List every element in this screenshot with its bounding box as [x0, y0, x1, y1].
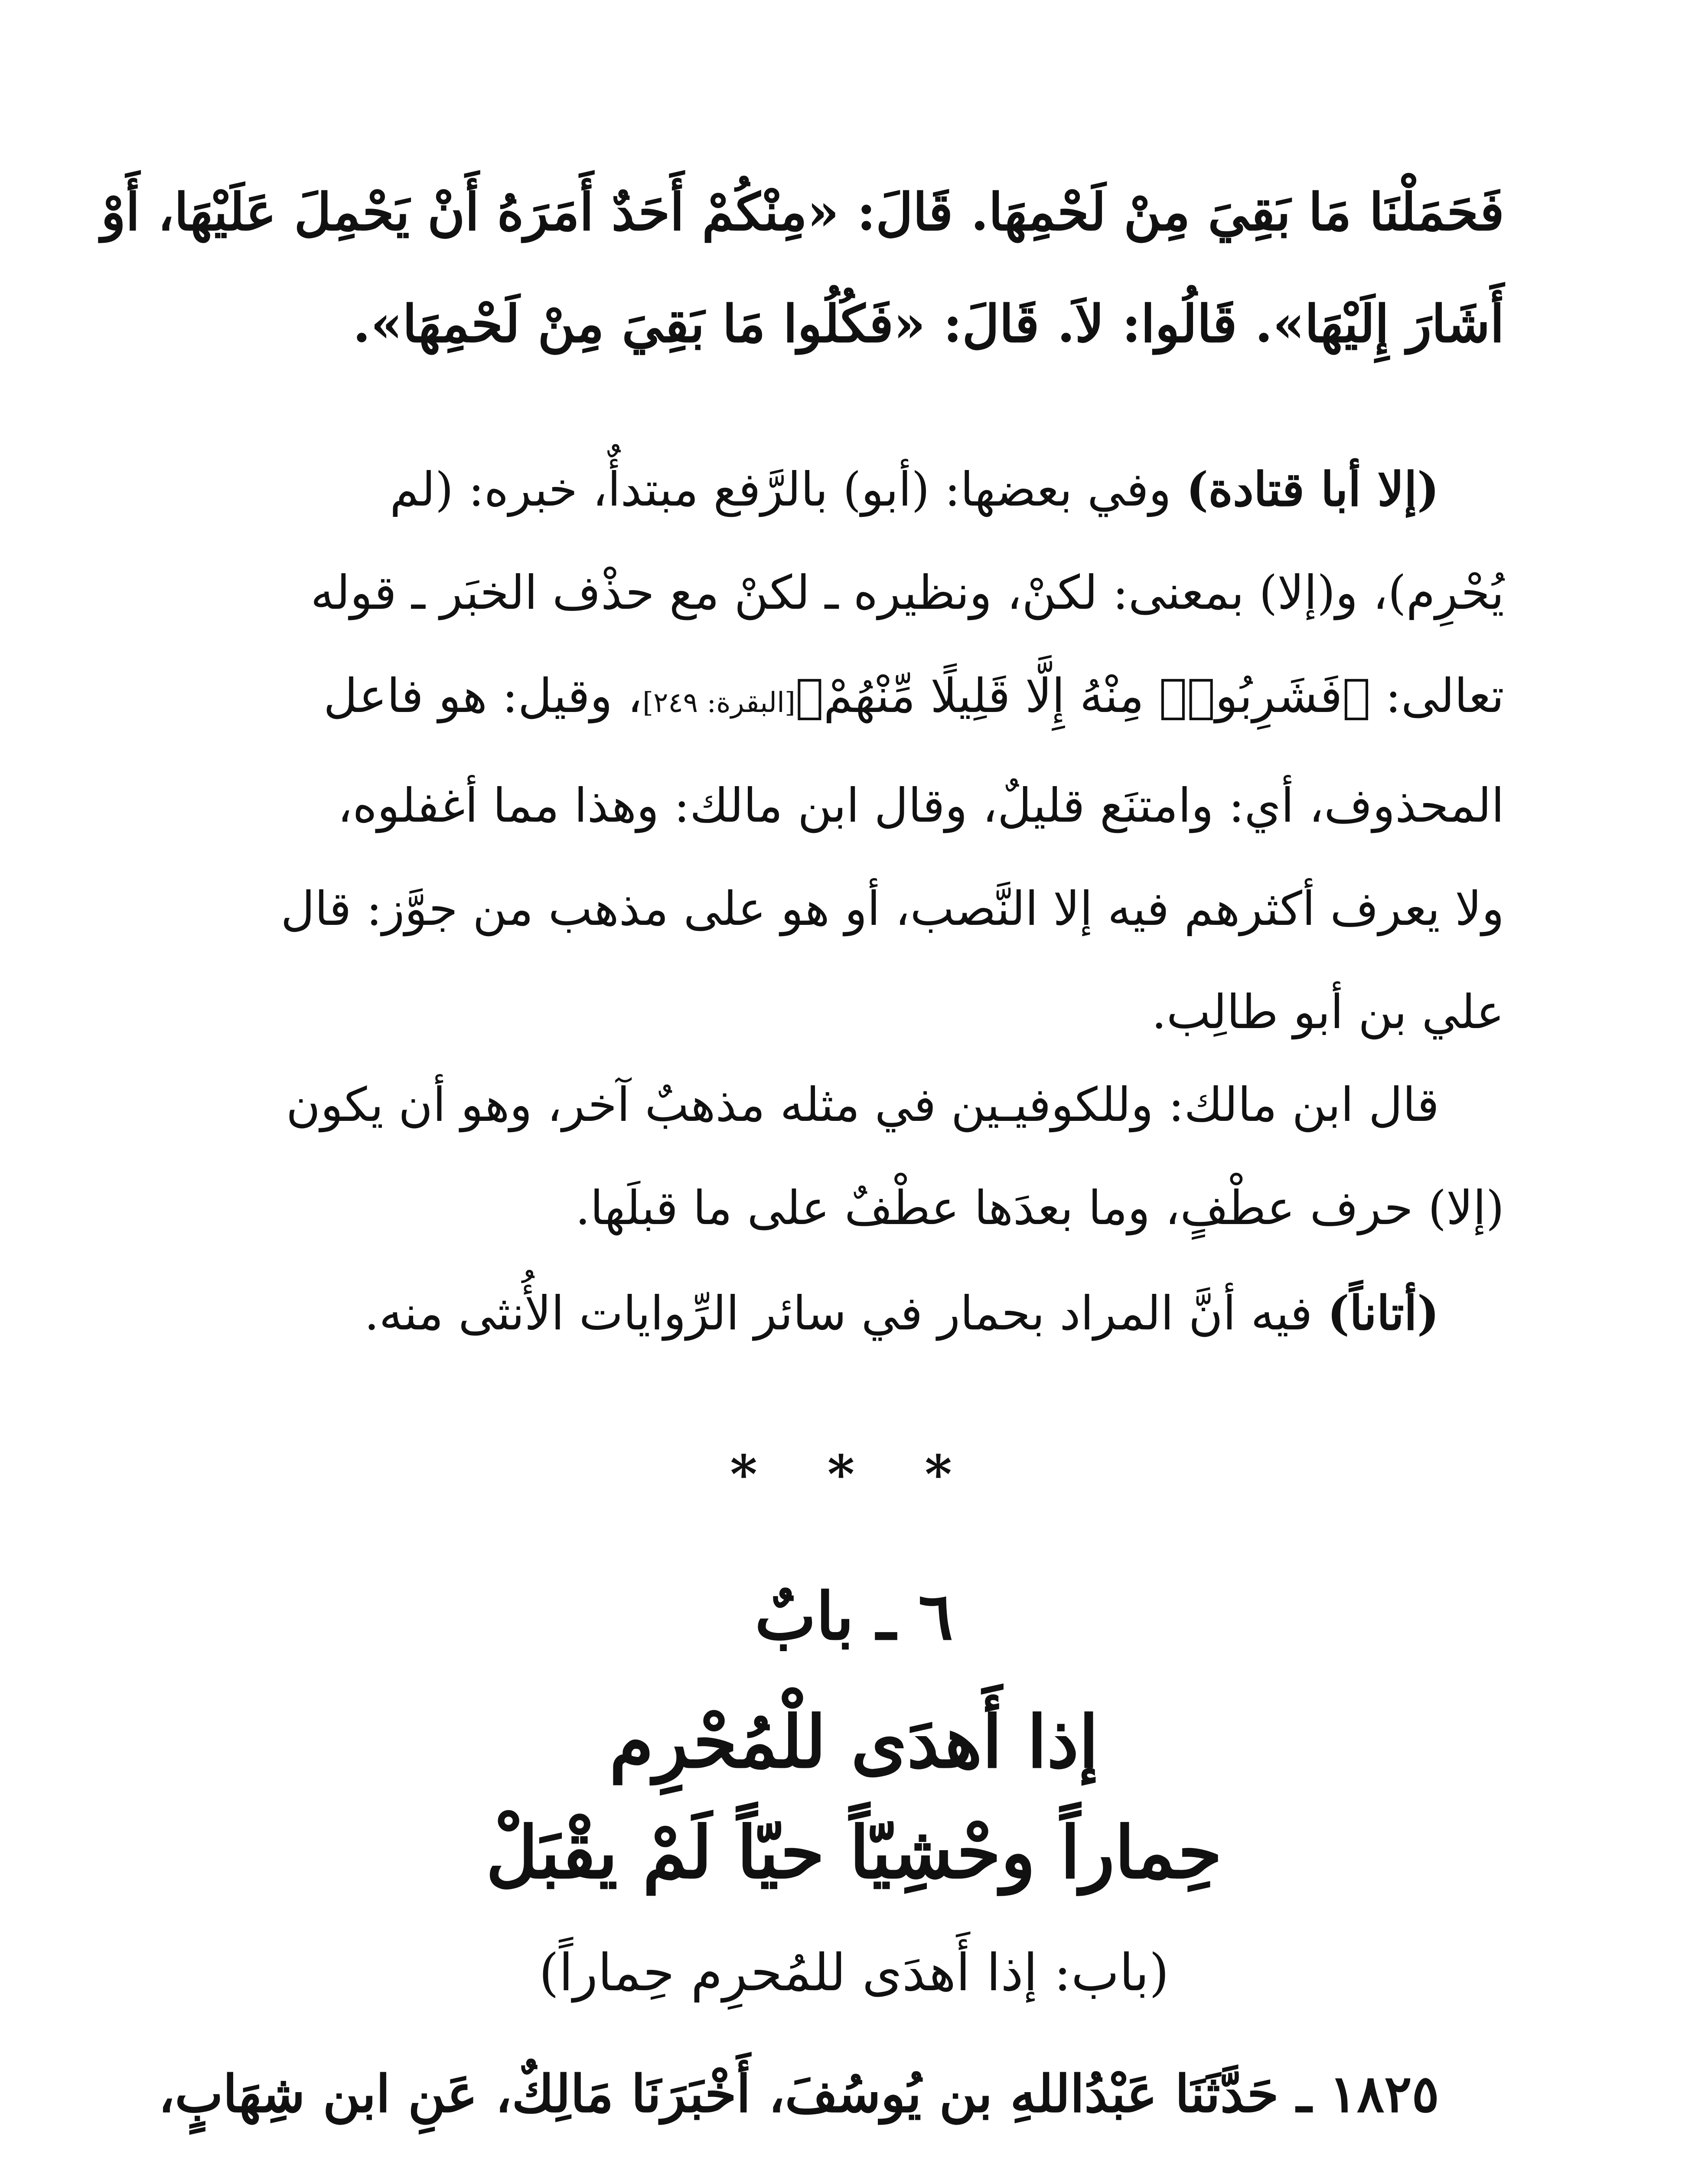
chapter-title: حِماراً وحْشِيّاً حيّاً لَمْ يقْبَلْ: [486, 1810, 1222, 1894]
hadith-line: أَشَارَ إِلَيْهَا». قَالُوا: لاَ. قَالَ: «فَكُلُوا مَا بَقِيَ مِنْ لَحْمِهَا».: [352, 294, 1504, 354]
commentary-text: فيه أنَّ المراد بحمار في سائر الرِّوايات الأُنثى منه.: [364, 1286, 1313, 1341]
chapter-number: ٦ ـ بابٌ: [755, 1578, 953, 1655]
quran-reference: [البقرة: ٢٤٩]: [642, 687, 795, 719]
commentary-line: علي بن أبو طالِب.: [1151, 985, 1504, 1039]
commentary-line: ولا يعرف أكثرهم فيه إلا النَّصب، أو هو على مذهب من جوَّز: قال: [280, 882, 1504, 936]
commentary-line: [204, 438, 1504, 542]
commentary-line: يُحْرِم)، و(إلا) بمعنى: لكنْ، ونظيره ـ لكنْ مع حذْف الخبَر ـ قوله: [310, 566, 1504, 620]
commentary-line: قال ابن مالك: وللكوفيـين في مثله مذهبٌ آخر، وهو أن يكون: [286, 1078, 1439, 1132]
commentary-line: (إلا) حرف عطْفٍ، وما بعدَها عطْفٌ على ما قبلَها.: [575, 1181, 1504, 1235]
commentary-paragraph: [204, 438, 1504, 1064]
quran-quote: تعالى: ﴿فَشَرِبُوا۟ مِنْهُ إِلَّا قَلِيلًا مِّنْهُمْ﴾: [795, 669, 1504, 723]
hadith-line: [204, 2150, 1504, 2168]
chapter-title: إذا أَهدَى للْمُحْرِم: [609, 1700, 1099, 1784]
commentary-text: ، وقيل: هو فاعل: [323, 669, 643, 723]
commentary-keyword: (أتاناً): [1327, 1286, 1439, 1341]
commentary-paragraph: [204, 1262, 1504, 1365]
hadith-line: فَحَمَلْنَا مَا بَقِيَ مِنْ لَحْمِهَا. قَالَ: «مِنْكُمْ أَحَدٌ أَمَرَهُ أَنْ يَحْمِلَ عَلَيْهَا، أَوْ: [101, 182, 1504, 242]
commentary-text: وفي بعضها: (أبو) بالرَّفع مبتدأٌ، خبره: (لم: [390, 463, 1171, 517]
hadith-text: [158, 2038, 1504, 2168]
commentary-line: المحذوف، أي: وامتنَع قليلٌ، وقال ابن مالك: وهذا مما أغفلوه،: [337, 779, 1504, 833]
commentary-chapter-heading: (باب: إذا أَهدَى للمُحرِم حِماراً): [539, 1943, 1169, 2002]
commentary-keyword: (إلا أبا قتادة): [1186, 462, 1439, 517]
commentary-paragraph: [204, 1054, 1504, 1260]
commentary-line: [204, 1262, 1504, 1365]
hadith-continuation: [101, 156, 1504, 380]
commentary-line: [204, 645, 1504, 754]
section-separator: * * *: [730, 1444, 978, 1505]
hadith-line: ١٨٢٥ ـ حَدَّثَنَا عَبْدُاللهِ بن يُوسُفَ، أَخْبَرَنَا مَالِكٌ، عَنِ ابن شِهَابٍ،: [158, 2064, 1439, 2124]
